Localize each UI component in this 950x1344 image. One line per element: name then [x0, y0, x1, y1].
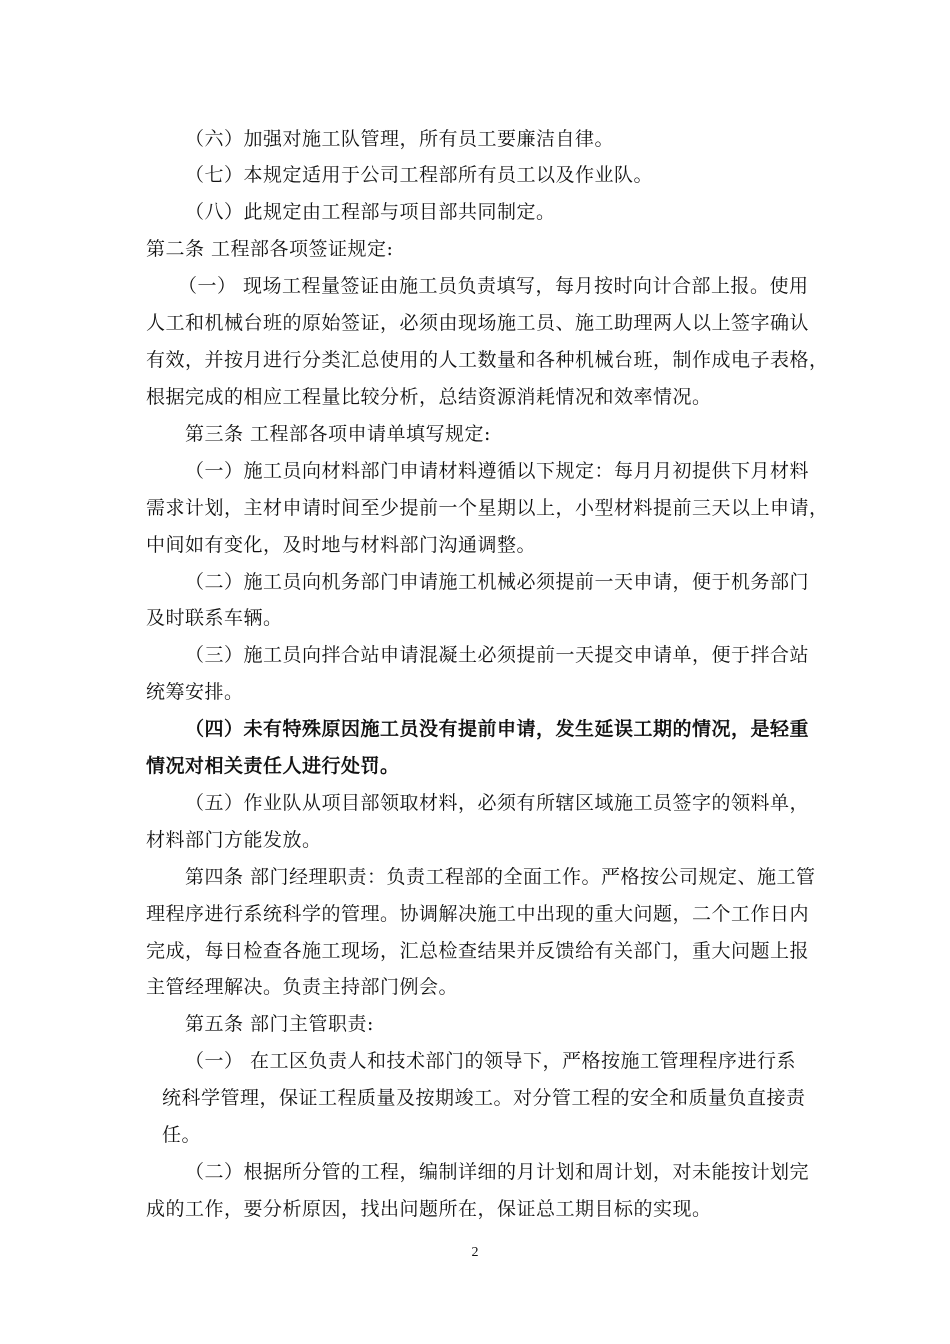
text-line: （二）施工员向机务部门申请施工机械必须提前一天申请，便于机务部门: [185, 571, 810, 593]
text-line: （一） 在工区负责人和技术部门的领导下，严格按施工管理程序进行系: [185, 1050, 797, 1072]
section-heading: 第四条 部门经理职责：负责工程部的全面工作。严格按公司规定、施工管: [185, 866, 816, 888]
text-line: 需求计划，主材申请时间至少提前一个星期以上，小型材料提前三天以上申请，: [146, 497, 829, 519]
text-line: 人工和机械台班的原始签证，必须由现场施工员、施工助理两人以上签字确认: [146, 312, 810, 334]
text-line: （七）本规定适用于公司工程部所有员工以及作业队。: [185, 164, 654, 186]
text-line: （一）施工员向材料部门申请材料遵循以下规定：每月月初提供下月材料: [185, 460, 810, 482]
text-line: 完成，每日检查各施工现场，汇总检查结果并反馈给有关部门，重大问题上报: [146, 940, 810, 962]
text-line: 统筹安排。: [146, 681, 244, 703]
text-line: 根据完成的相应工程量比较分析，总结资源消耗情况和效率情况。: [146, 386, 712, 408]
text-line: 材料部门方能发放。: [146, 829, 322, 851]
text-line: 任。: [162, 1124, 202, 1146]
text-line: 成的工作，要分析原因，找出问题所在，保证总工期目标的实现。: [146, 1198, 712, 1220]
text-line: （二）根据所分管的工程，编制详细的月计划和周计划，对未能按计划完: [185, 1161, 810, 1183]
text-line: 理程序进行系统科学的管理。协调解决施工中出现的重大问题，二个工作日内: [146, 903, 810, 925]
section-heading: 第二条 工程部各项签证规定:: [146, 238, 394, 260]
text-line: （五）作业队从项目部领取材料，必须有所辖区域施工员签字的领料单，: [185, 792, 810, 814]
text-line: 统科学管理，保证工程质量及按期竣工。对分管工程的安全和质量负直接责: [162, 1087, 806, 1109]
text-line: （三）施工员向拌合站申请混凝土必须提前一天提交申请单，便于拌合站: [185, 644, 810, 666]
text-line: 及时联系车辆。: [146, 607, 283, 629]
text-line: 主管经理解决。负责主持部门例会。: [146, 976, 459, 998]
section-heading: 第五条 部门主管职责:: [185, 1013, 374, 1035]
text-line: （八）此规定由工程部与项目部共同制定。: [185, 201, 556, 223]
section-heading: 第三条 工程部各项申请单填写规定:: [185, 423, 491, 445]
text-line: 有效，并按月进行分类汇总使用的人工数量和各种机械台班，制作成电子表格，: [146, 349, 829, 371]
page-number: 2: [471, 1245, 479, 1260]
bold-text-line: （四）未有特殊原因施工员没有提前申请，发生延误工期的情况，是轻重: [185, 718, 810, 740]
bold-text-line: 情况对相关责任人进行处罚。: [146, 755, 400, 777]
text-line: （一） 现场工程量签证由施工员负责填写，每月按时向计合部上报。使用: [178, 275, 809, 297]
text-line: 中间如有变化，及时地与材料部门沟通调整。: [146, 534, 537, 556]
text-line: （六）加强对施工队管理，所有员工要廉洁自律。: [185, 128, 615, 150]
